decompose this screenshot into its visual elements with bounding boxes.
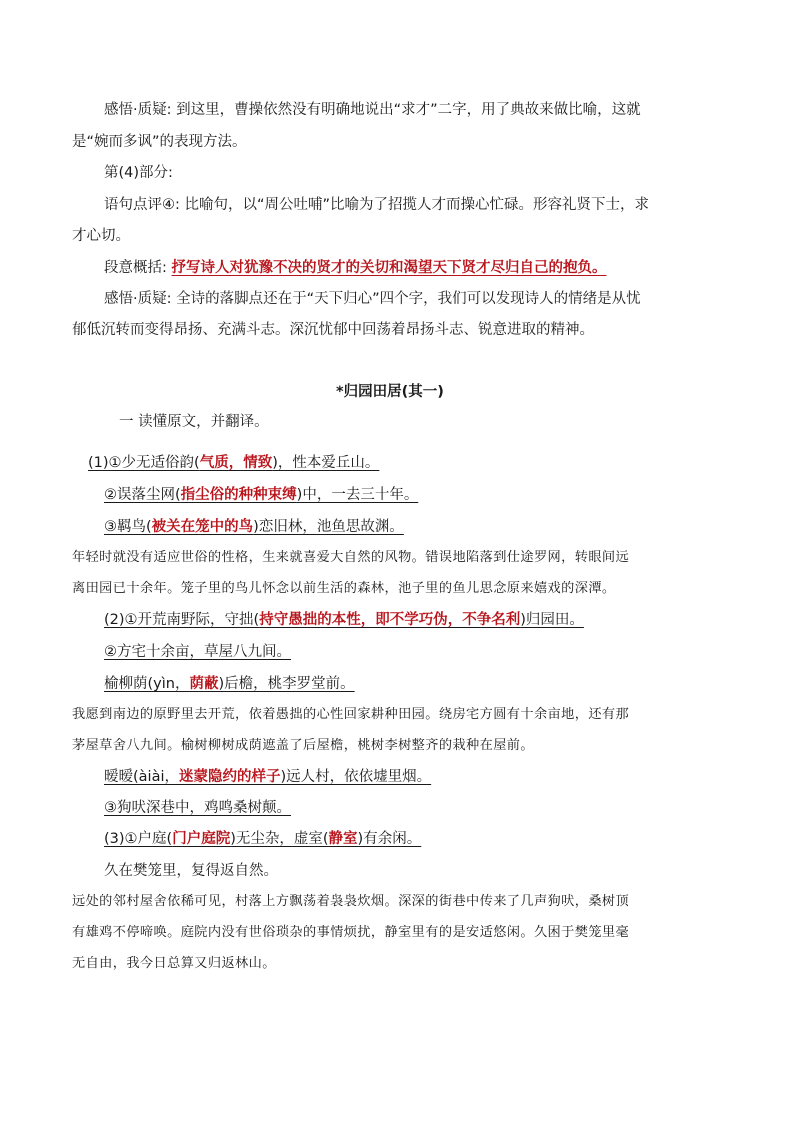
translation-line: 我愿到南边的原野里去开荒，依着愚拙的心性回家耕种田园。绕房宅方圆有十余亩地，还有那	[72, 707, 630, 722]
summary-label: 段意概括:	[104, 260, 172, 276]
poem-line: 暧暧(àiài，迷蒙隐约的样子)远人村，依依墟里烟。	[104, 769, 432, 785]
poem-line: (1)①少无适俗韵(气质，情致)，性本爱丘山。	[88, 455, 380, 471]
ganwu-paragraph-1	[104, 99, 641, 121]
comment-paragraph-cont: 才心切。	[72, 228, 130, 244]
poem-line: 久在樊笼里，复得返自然。	[104, 863, 278, 879]
ganwu-paragraph-2	[104, 288, 641, 310]
instruction: 一 读懂原文，并翻译。	[119, 414, 269, 430]
ganwu-label: 感悟·质疑:	[104, 102, 177, 118]
annotation: 荫蔽	[189, 676, 219, 692]
translation-line: 离田园已十余年。笼子里的鸟儿怀念以前生活的森林，池子里的鱼儿思念原来嬉戏的深潭。	[72, 581, 616, 596]
translation-line: 无自由，我今日总算又归返林山。	[72, 956, 276, 971]
ganwu-paragraph-2-cont: 郁低沉转而变得昂扬、充满斗志。深沉忧郁中回荡着昂扬斗志、锐意进取的精神。	[72, 322, 594, 338]
ganwu-text: 全诗的落脚点还在于“天下归心”四个字，我们可以发现诗人的情绪是从忧	[176, 291, 641, 307]
summary-answer: 抒写诗人对犹豫不决的贤才的关切和渴望天下贤才尽归自己的抱负。	[171, 260, 607, 276]
summary-paragraph	[104, 257, 607, 279]
translation-line: 年轻时就没有适应世俗的性格，生来就喜爱大自然的风物。错误地陷落到仕途罗网，转眼间远	[72, 550, 630, 565]
comment-text: 比喻句，以“周公吐哺”比喻为了招揽人才而操心忙碌。形容礼贤下士，求	[184, 197, 650, 213]
annotation: 门户庭院	[172, 831, 231, 847]
poem-line: ②方宅十余亩，草屋八九间。	[104, 644, 291, 660]
comment-paragraph	[104, 194, 649, 216]
poem-line: (2)①开荒南野际，守拙(持守愚拙的本性，即不学巧伪，不争名利)归园田。	[104, 612, 584, 628]
comment-label: 语句点评④:	[104, 197, 185, 213]
annotation: 迷蒙隐约的样子	[179, 769, 281, 785]
annotation: 静室	[328, 831, 358, 847]
translation-line: 有雄鸡不停啼唤。庭院内没有世俗琐杂的事情烦扰，静室里有的是安适悠闲。久困于樊笼里毫	[72, 925, 630, 940]
annotation: 气质，情致	[199, 455, 273, 471]
annotation: 指尘俗的种种束缚	[180, 487, 297, 503]
annotation: 持守愚拙的本性，即不学巧伪，不争名利	[259, 612, 521, 628]
ganwu-paragraph-1-cont: 是“婉而多讽”的表现方法。	[72, 134, 247, 150]
translation-line: 茅屋草舍八九间。榆树柳树成荫遮盖了后屋檐，桃树李树整齐的栽种在屋前。	[72, 738, 534, 753]
poem-line: ③羁鸟(被关在笼中的鸟)恋旧林，池鱼思故渊。	[104, 519, 404, 535]
section-heading: 第(4)部分:	[104, 165, 173, 181]
poem-line: 榆柳荫(yìn，荫蔽)后檐，桃李罗堂前。	[104, 676, 355, 692]
annotation: 被关在笼中的鸟	[151, 519, 254, 535]
translation-line: 远处的邻村屋舍依稀可见，村落上方飘荡着袅袅炊烟。深深的街巷中传来了几声狗吠，桑树顶	[72, 894, 630, 909]
poem-line: ②误落尘网(指尘俗的种种束缚)中，一去三十年。	[104, 487, 419, 503]
poem-title: *归园田居(其一)	[336, 384, 444, 400]
poem-line: (3)①户庭(门户庭院)无尘杂，虚室(静室)有余闲。	[104, 831, 422, 847]
ganwu-label: 感悟·质疑:	[104, 291, 177, 307]
poem-line: ③狗吠深巷中，鸡鸣桑树颠。	[104, 800, 291, 816]
ganwu-text: 到这里，曹操依然没有明确地说出“求才”二字，用了典故来做比喻，这就	[176, 102, 641, 118]
